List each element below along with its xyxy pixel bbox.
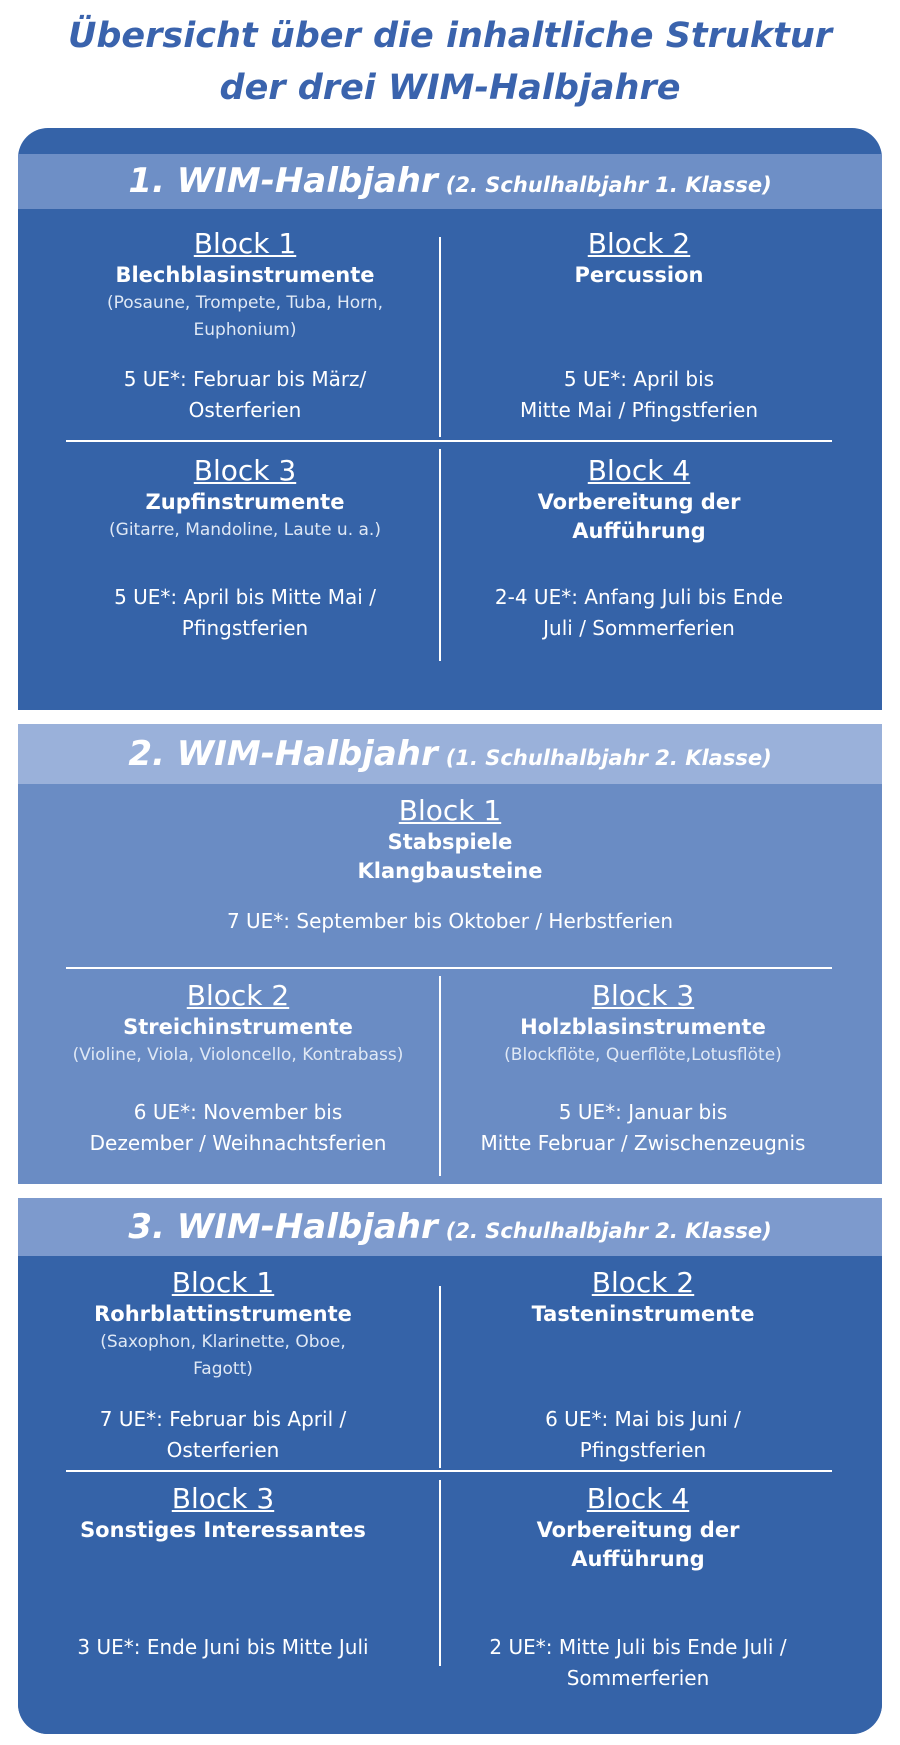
block-schedule: 5 UE*: April bis Mitte Mai / Pfingstferien bbox=[519, 367, 759, 422]
block-name: Sonstiges Interessantes bbox=[80, 1518, 366, 1542]
block-schedule: 2-4 UE*: Anfang Juli bis Ende Juli / Sommerferien bbox=[494, 585, 784, 640]
block-schedule: 5 UE*: Januar bis Mitte Februar / Zwischenzeugnis bbox=[480, 1100, 806, 1155]
section-1-body bbox=[18, 209, 882, 710]
block-detail: (Violine, Viola, Violoncello, Kontrabass) bbox=[72, 1045, 404, 1065]
block-name: Vorbereitung der Aufführung bbox=[537, 490, 741, 543]
block-title: Block 1 bbox=[193, 227, 297, 260]
block-detail: (Saxophon, Klarinette, Oboe, Fagott) bbox=[100, 1332, 346, 1379]
block-title: Block 2 bbox=[186, 979, 290, 1012]
block-title: Block 3 bbox=[591, 979, 695, 1012]
s2-block-1 bbox=[70, 784, 830, 967]
section-2-header bbox=[18, 724, 882, 784]
section-1-subtitle: (2. Schulhalbjahr 1. Klasse) bbox=[445, 173, 772, 197]
block-name: Stabspiele Klangbausteine bbox=[357, 830, 543, 883]
block-title: Block 1 bbox=[171, 1266, 275, 1299]
divider-vertical bbox=[439, 1480, 441, 1666]
block-schedule: 7 UE*: September bis Oktober / Herbstferien bbox=[226, 909, 674, 933]
section-3-header bbox=[18, 1198, 882, 1256]
block-schedule: 5 UE*: Februar bis März/ Osterferien bbox=[123, 367, 367, 422]
divider-vertical bbox=[439, 976, 441, 1176]
block-title: Block 1 bbox=[398, 794, 502, 827]
divider-vertical bbox=[439, 237, 441, 437]
block-schedule: 6 UE*: Mai bis Juni / Pfingstferien bbox=[545, 1407, 741, 1462]
section-2-body bbox=[18, 784, 882, 1184]
section-3-title: 3. WIM-Halbjahr bbox=[128, 1207, 438, 1247]
structure-card bbox=[18, 128, 882, 1734]
page-title-line2: der drei WIM-Halbjahre bbox=[219, 68, 681, 108]
block-title: Block 4 bbox=[586, 1482, 690, 1515]
section-2 bbox=[18, 724, 882, 1184]
page-title bbox=[0, 10, 900, 114]
block-name: Rohrblattinstrumente bbox=[94, 1302, 352, 1326]
block-name: Zupfinstrumente bbox=[145, 490, 345, 514]
block-schedule: 6 UE*: November bis Dezember / Weihnachtsferien bbox=[89, 1100, 387, 1155]
section-2-title: 2. WIM-Halbjahr bbox=[128, 734, 438, 774]
block-detail: (Posaune, Trompete, Tuba, Horn, Euphonium) bbox=[106, 293, 384, 340]
block-name: Tasteninstrumente bbox=[531, 1302, 755, 1326]
s3-block-1 bbox=[48, 1256, 398, 1470]
block-name: Blechblasinstrumente bbox=[115, 263, 375, 287]
s3-block-4 bbox=[448, 1472, 828, 1734]
block-schedule: 2 UE*: Mitte Juli bis Ende Juli / Sommerferien bbox=[489, 1635, 787, 1690]
block-name: Holzblasinstrumente bbox=[520, 1015, 766, 1039]
page-title-line1: Übersicht über die inhaltliche Struktur bbox=[67, 16, 833, 56]
block-schedule: 7 UE*: Februar bis April / Osterferien bbox=[99, 1407, 347, 1462]
section-3 bbox=[18, 1198, 882, 1734]
section-2-subtitle: (1. Schulhalbjahr 2. Klasse) bbox=[445, 746, 772, 770]
s1-block-2 bbox=[458, 209, 820, 440]
block-schedule: 3 UE*: Ende Juni bis Mitte Juli bbox=[77, 1635, 369, 1659]
block-name: Vorbereitung der Aufführung bbox=[536, 1518, 740, 1571]
section-1-title: 1. WIM-Halbjahr bbox=[128, 161, 438, 201]
block-detail: (Gitarre, Mandoline, Laute u. a.) bbox=[109, 520, 381, 540]
section-3-subtitle: (2. Schulhalbjahr 2. Klasse) bbox=[445, 1219, 772, 1243]
s2-block-3 bbox=[448, 969, 838, 1184]
block-title: Block 4 bbox=[587, 454, 691, 487]
s3-block-3 bbox=[48, 1472, 398, 1734]
section-separator bbox=[18, 710, 882, 724]
block-title: Block 3 bbox=[193, 454, 297, 487]
section-separator bbox=[18, 1184, 882, 1198]
section-3-body bbox=[18, 1256, 882, 1734]
block-title: Block 3 bbox=[171, 1482, 275, 1515]
block-name: Percussion bbox=[574, 263, 704, 287]
s2-block-2 bbox=[48, 969, 428, 1184]
s3-block-2 bbox=[458, 1256, 828, 1470]
block-title: Block 2 bbox=[587, 227, 691, 260]
s1-block-1 bbox=[70, 209, 420, 440]
block-schedule: 5 UE*: April bis Mitte Mai / Pfingstferien bbox=[114, 585, 376, 640]
divider-vertical bbox=[439, 1286, 441, 1468]
section-1 bbox=[18, 128, 882, 710]
block-title: Block 2 bbox=[591, 1266, 695, 1299]
s1-block-3 bbox=[70, 442, 420, 710]
s1-block-4 bbox=[458, 442, 820, 710]
section-1-header bbox=[18, 154, 882, 209]
divider-vertical bbox=[439, 449, 441, 661]
block-detail: (Blockflöte, Querflöte,Lotusflöte) bbox=[504, 1045, 782, 1065]
block-name: Streichinstrumente bbox=[123, 1015, 353, 1039]
